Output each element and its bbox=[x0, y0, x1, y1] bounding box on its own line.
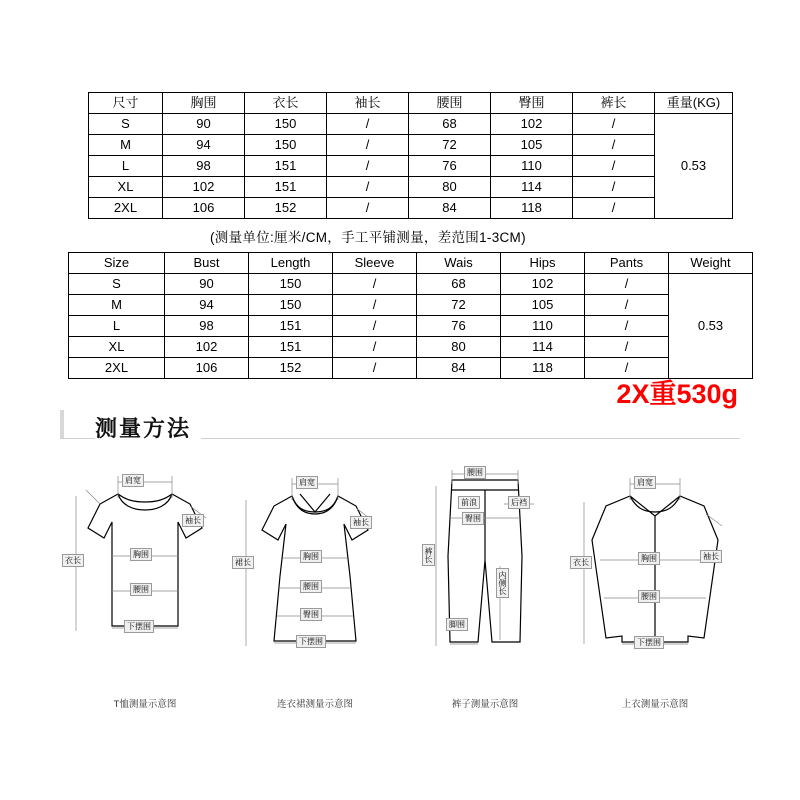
cell-hips: 110 bbox=[491, 156, 573, 177]
label-garment-length: 衣长 bbox=[62, 554, 84, 567]
cell-hips: 105 bbox=[491, 135, 573, 156]
label-bust: 胸围 bbox=[130, 548, 152, 561]
table-row bbox=[89, 177, 733, 198]
cell-sleeve: / bbox=[333, 337, 417, 358]
column-header: 袖长 bbox=[327, 93, 409, 114]
table-row bbox=[69, 337, 753, 358]
label-shoulder-width: 肩宽 bbox=[122, 474, 144, 487]
figure-caption: 连衣裙测量示意图 bbox=[276, 699, 353, 710]
cell-length: 151 bbox=[245, 177, 327, 198]
tshirt-diagram bbox=[60, 456, 230, 686]
weight-banner: 2X重530g bbox=[616, 379, 738, 409]
cell-waist: 84 bbox=[409, 198, 491, 219]
cell-pants: / bbox=[573, 177, 655, 198]
cell-sleeve: / bbox=[333, 274, 417, 295]
cell-weight: 0.53 bbox=[669, 274, 753, 379]
cell-sleeve: / bbox=[327, 177, 409, 198]
label-sleeve-length: 袖长 bbox=[182, 514, 204, 527]
cell-bust: 94 bbox=[163, 135, 245, 156]
cell-bust: 98 bbox=[165, 316, 249, 337]
label-pants-length: 裤长 bbox=[422, 544, 435, 566]
table-row bbox=[89, 114, 733, 135]
cell-sleeve: / bbox=[327, 156, 409, 177]
figure-caption: T恤测量示意图 bbox=[113, 699, 177, 710]
figure-pants bbox=[400, 456, 570, 716]
figure-caption: 上衣测量示意图 bbox=[621, 699, 689, 710]
column-header: 裤长 bbox=[573, 93, 655, 114]
cell-waist: 80 bbox=[417, 337, 501, 358]
cell-hips: 114 bbox=[501, 337, 585, 358]
column-header: 衣长 bbox=[245, 93, 327, 114]
label-bust: 胸围 bbox=[638, 552, 660, 565]
cell-waist: 84 bbox=[417, 358, 501, 379]
size-table-english bbox=[68, 252, 753, 379]
cell-length: 152 bbox=[249, 358, 333, 379]
label-shoulder-width: 肩宽 bbox=[634, 476, 656, 489]
size-table-chinese bbox=[88, 92, 733, 219]
cell-hips: 118 bbox=[491, 198, 573, 219]
cell-length: 150 bbox=[245, 135, 327, 156]
label-back-rise: 后裆 bbox=[508, 496, 530, 509]
cell-length: 150 bbox=[245, 114, 327, 135]
cell-hips: 110 bbox=[501, 316, 585, 337]
cell-pants: / bbox=[573, 114, 655, 135]
cell-size: 2XL bbox=[69, 358, 165, 379]
cell-bust: 102 bbox=[165, 337, 249, 358]
measurement-header bbox=[60, 408, 740, 448]
cell-length: 151 bbox=[245, 156, 327, 177]
measurement-note: (测量单位:厘米/CM，手工平铺测量，差范围1-3CM) bbox=[210, 230, 526, 245]
cell-hips: 102 bbox=[491, 114, 573, 135]
table-row bbox=[89, 156, 733, 177]
table-row bbox=[69, 295, 753, 316]
label-shoulder-width: 肩宽 bbox=[296, 476, 318, 489]
figure-dress bbox=[230, 456, 400, 716]
cell-waist: 76 bbox=[417, 316, 501, 337]
cell-length: 150 bbox=[249, 274, 333, 295]
cell-size: L bbox=[69, 316, 165, 337]
cell-length: 152 bbox=[245, 198, 327, 219]
cell-size: M bbox=[89, 135, 163, 156]
column-header: Pants bbox=[585, 253, 669, 274]
column-header: Hips bbox=[501, 253, 585, 274]
column-header: Wais bbox=[417, 253, 501, 274]
cell-size: XL bbox=[89, 177, 163, 198]
column-header: Sleeve bbox=[333, 253, 417, 274]
label-sleeve-length: 袖长 bbox=[700, 550, 722, 563]
size-table-english-wrap bbox=[68, 252, 753, 379]
column-header: 尺寸 bbox=[89, 93, 163, 114]
cell-bust: 98 bbox=[163, 156, 245, 177]
cell-pants: / bbox=[573, 135, 655, 156]
cell-hips: 105 bbox=[501, 295, 585, 316]
cell-hips: 102 bbox=[501, 274, 585, 295]
cell-sleeve: / bbox=[327, 198, 409, 219]
label-inseam: 内侧长 bbox=[496, 568, 509, 598]
table-row bbox=[69, 316, 753, 337]
label-leg-opening: 脚围 bbox=[446, 618, 468, 631]
figure-jacket bbox=[570, 456, 740, 716]
size-table-chinese-wrap bbox=[88, 92, 733, 219]
label-front-rise: 前浪 bbox=[458, 496, 480, 509]
dress-diagram bbox=[230, 456, 400, 686]
label-garment-length: 衣长 bbox=[570, 556, 592, 569]
label-hem-width: 下摆围 bbox=[124, 620, 154, 633]
figure-row bbox=[60, 456, 740, 716]
label-hips: 臀围 bbox=[462, 512, 484, 525]
label-hem-width: 下摆围 bbox=[634, 636, 664, 649]
column-header: Size bbox=[69, 253, 165, 274]
cell-bust: 90 bbox=[165, 274, 249, 295]
column-header: 重量(KG) bbox=[655, 93, 733, 114]
table-row bbox=[89, 135, 733, 156]
label-waist: 腰围 bbox=[130, 583, 152, 596]
table-row bbox=[89, 198, 733, 219]
cell-bust: 106 bbox=[163, 198, 245, 219]
cell-size: L bbox=[89, 156, 163, 177]
cell-waist: 68 bbox=[417, 274, 501, 295]
cell-hips: 118 bbox=[501, 358, 585, 379]
cell-size: XL bbox=[69, 337, 165, 358]
label-hem-width: 下摆围 bbox=[296, 635, 326, 648]
column-header: Bust bbox=[165, 253, 249, 274]
label-sleeve-length: 袖长 bbox=[350, 516, 372, 529]
pants-diagram bbox=[400, 456, 570, 686]
cell-hips: 114 bbox=[491, 177, 573, 198]
cell-pants: / bbox=[585, 274, 669, 295]
figure-tshirt bbox=[60, 456, 230, 716]
label-waist: 腰围 bbox=[464, 466, 486, 479]
cell-bust: 94 bbox=[165, 295, 249, 316]
cell-length: 151 bbox=[249, 337, 333, 358]
label-bust: 胸围 bbox=[300, 550, 322, 563]
jacket-diagram bbox=[570, 456, 740, 686]
cell-waist: 76 bbox=[409, 156, 491, 177]
cell-pants: / bbox=[585, 337, 669, 358]
cell-waist: 80 bbox=[409, 177, 491, 198]
cell-waist: 72 bbox=[409, 135, 491, 156]
measurement-method-section bbox=[60, 408, 740, 758]
cell-waist: 68 bbox=[409, 114, 491, 135]
cell-size: 2XL bbox=[89, 198, 163, 219]
cell-pants: / bbox=[585, 358, 669, 379]
cell-sleeve: / bbox=[327, 135, 409, 156]
label-dress-length: 裙长 bbox=[232, 556, 254, 569]
cell-waist: 72 bbox=[417, 295, 501, 316]
cell-size: S bbox=[89, 114, 163, 135]
label-hips: 臀围 bbox=[300, 608, 322, 621]
cell-length: 150 bbox=[249, 295, 333, 316]
cell-sleeve: / bbox=[333, 358, 417, 379]
figure-caption: 裤子测量示意图 bbox=[451, 699, 519, 710]
table-row bbox=[69, 274, 753, 295]
cell-size: S bbox=[69, 274, 165, 295]
column-header: 胸围 bbox=[163, 93, 245, 114]
label-waist: 腰围 bbox=[300, 580, 322, 593]
cell-sleeve: / bbox=[333, 295, 417, 316]
cell-length: 151 bbox=[249, 316, 333, 337]
cell-bust: 90 bbox=[163, 114, 245, 135]
column-header: 腰围 bbox=[409, 93, 491, 114]
cell-bust: 102 bbox=[163, 177, 245, 198]
table-header-row bbox=[69, 253, 753, 274]
label-waist: 腰围 bbox=[638, 590, 660, 603]
measurement-title: 测量方法 bbox=[95, 412, 201, 443]
cell-sleeve: / bbox=[333, 316, 417, 337]
cell-sleeve: / bbox=[327, 114, 409, 135]
column-header: Length bbox=[249, 253, 333, 274]
table-header-row bbox=[89, 93, 733, 114]
column-header: Weight bbox=[669, 253, 753, 274]
cell-bust: 106 bbox=[165, 358, 249, 379]
column-header: 臀围 bbox=[491, 93, 573, 114]
cell-pants: / bbox=[585, 316, 669, 337]
cell-weight: 0.53 bbox=[655, 114, 733, 219]
header-accent-bar bbox=[60, 410, 64, 438]
cell-pants: / bbox=[585, 295, 669, 316]
cell-pants: / bbox=[573, 198, 655, 219]
cell-pants: / bbox=[573, 156, 655, 177]
cell-size: M bbox=[69, 295, 165, 316]
